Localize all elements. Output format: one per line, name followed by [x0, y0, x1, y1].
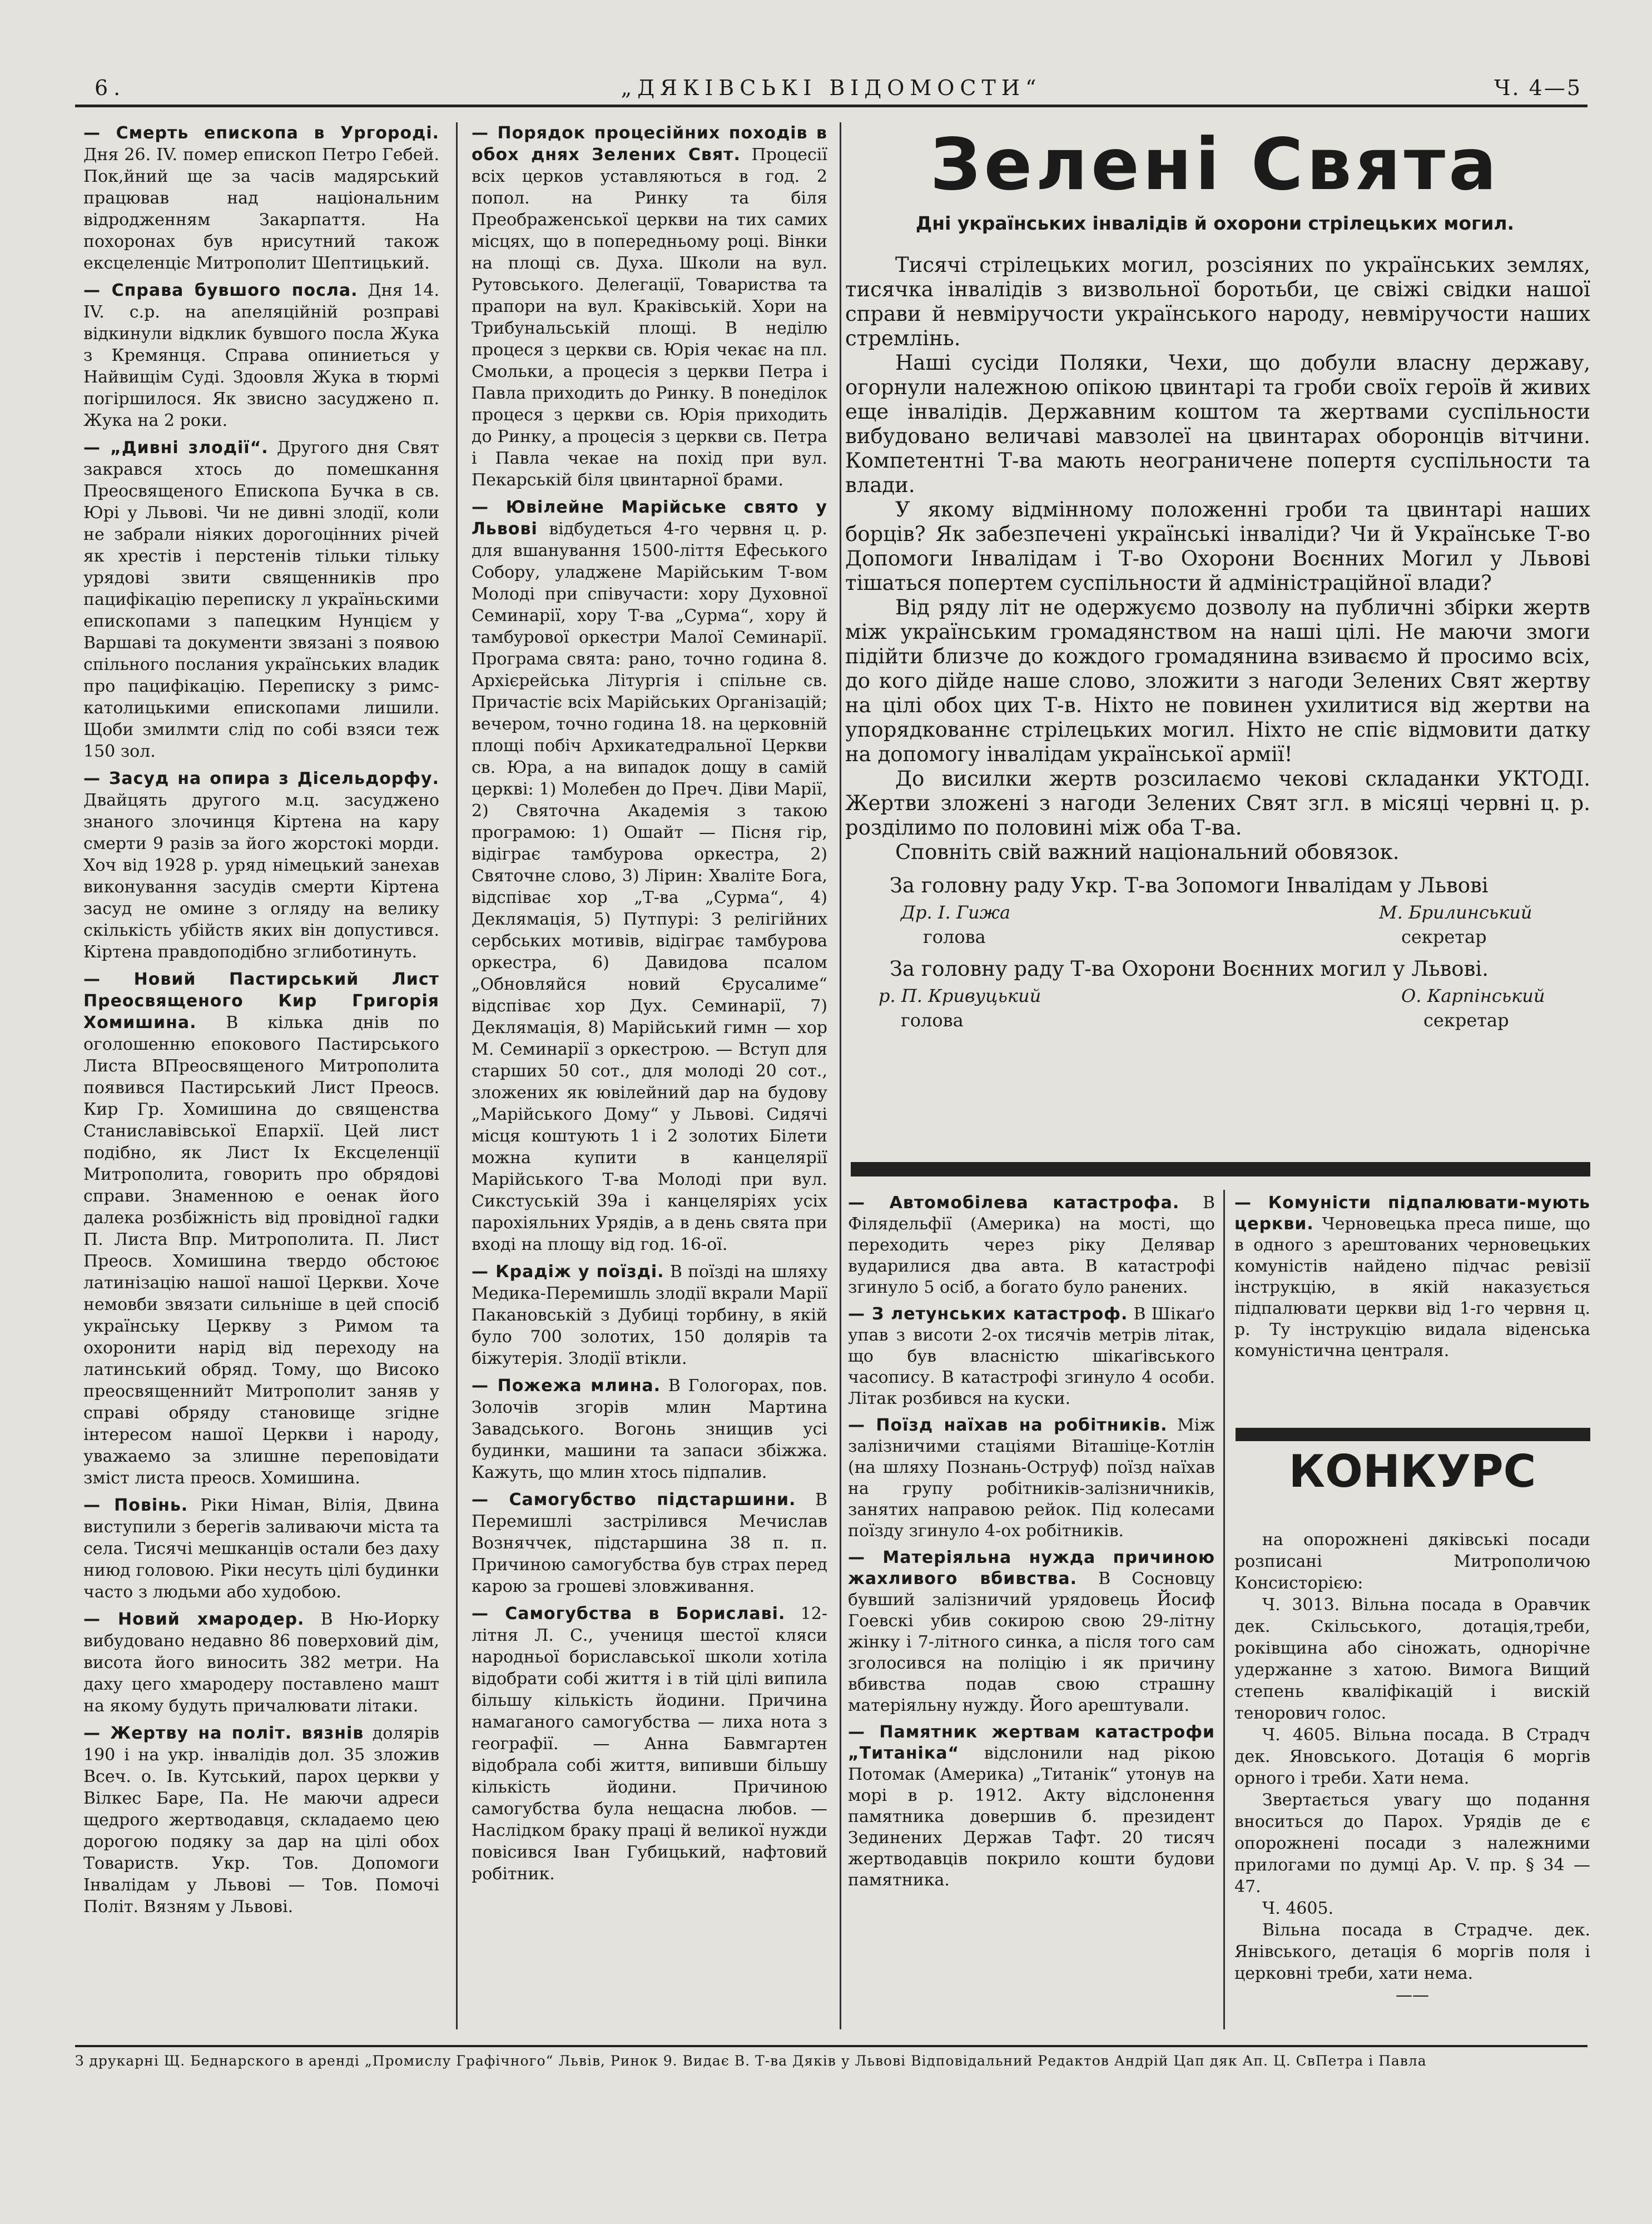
news-item: [83, 1722, 439, 1918]
signature-line: За головну раду Укр. Т-ва Зопомоги Інвалідам у Львові: [890, 873, 1489, 897]
signature-row: [845, 898, 1590, 948]
column-divider: [840, 122, 841, 2029]
news-item: [472, 1261, 827, 1369]
appeal-paragraph: Сповніть свій важний національний обовязок.: [895, 840, 1400, 864]
green-holidays-subtitle: Дні українських інвалідів й охорони стрілецьких могил.: [915, 212, 1515, 234]
news-item: [1234, 1193, 1590, 1362]
signature-left: [901, 900, 1010, 949]
column-divider: [1223, 1190, 1225, 2029]
signatory-name: Др. І. Гижа: [901, 902, 1011, 923]
contest-end-mark: ——: [1396, 1985, 1429, 2005]
news-item: [83, 437, 439, 762]
news-item-body: В Ню-Иорку вибудовано недавно 86 поверховий дім, висота його виносить 382 метри. На даху цего хмародеру поставлено машт на якому будуть причалювати літаки.: [83, 1610, 439, 1716]
news-item-title: — Автомобілева катастрофа.: [848, 1193, 1180, 1213]
news-item-body: відбудеться 4-го червня ц. р. для вшанування 1500-ліття Ефеського Собору, уладжене Марійським Т-вом Молоді при співучасти: хору Духовної Семинарії, хору Т-ва „Сурма“, хору й тамбурової оркестри Малої Семинарії. Програма свята: рано, точно година 8. Архієрейська Літургія і спільне св. Причастіє всіх Марійських Організацій; вечером, точно година 18. на церковній площі побіч Архикатедральної Церкви св. Юра, а на випадок дощу в самій церкві: 1) Молебен до Преч. Діви Марії, 2) Святочна Академія з такою програмою: 1) Ошайт — Пісня гір, відіграє тамбурова оркестра, 2) Святочне слово, 3) Лірин: Хваліте Бога, відспіває хор „Т-ва „Сурма“, 4) Деклямація, 5) Путпурі: З релігійних сербських мотивів, відіграє тамбурова оркестра, 6) Давидова псалом „Обновляйся новий Єрусалиме“ відспіває хор Дух. Семинарії, 7) Деклямація, 8) Марійський гимн — хор М. Семинарії з оркестрою. — Вступ для старших 50 сот., для молоді 20 сот., зложених як ювілейний дар на будову „Марійського Дому“ у Львові. Сидячі місця коштують 1 і 2 золотих Білети можна купити в канцелярії Марійського Т-ва Молоді при вул. Сикстуській 39а і канцеляріях усіх парохіяльних Урядів, а в день свята при вході на площу від год. 16-ої.: [472, 519, 827, 1254]
newspaper-title: „ДЯКІВСЬКІ ВІДОМОСТИ“: [621, 76, 1042, 100]
news-item-body: Процесії всіх церков уставляються в год. 2 попол. на Ринку та біля Преображенської церкви на тих самих місцях, що в попередньому році. Вінки на площі св. Духа. Школи на вул. Рутовського. Делегації, Товариства та прапори на вул. Краківській. Хори на Трибунальській площі. В неділю процеся з церкви св. Юрія чекає на пл. Смольки, а процесія з церкви Петра і Павла приходить до Ринку. В понеділок процеся з церкви св. Юрія приходить до Ринку, а процесія з церкви св. Петра і Павла чекае на похід при вул. Пекарській біля цвинтарної брами.: [472, 145, 827, 490]
news-item-body: Між залізничими стаціями Віташіце-Котлін (на шляху Познань-Оструф) поїзд наїхав на групу робітників-залізничників, занятих направою рейок. Під колесами поїзду згинуло 4-ох робітників.: [848, 1416, 1215, 1541]
appeal-paragraph: Від ряду літ не одержуємо дозволу на публичні збірки жертв між українським громадянством на наші цілі. Не маючи змоги підійти близче до кождого громадянина взиваємо й просимо всіх, до кого дійде наше слово, зложити з нагоди Зелених Свят жертву на цілі обох цих Т-в. Ніхто не повинен ухилитися від жертви на упорядкованнє стрілецьких могил. Ніхто не спіє відмовити датку на допомогу інвалідам української армії!: [845, 595, 1590, 766]
news-item: [848, 1193, 1215, 1298]
appeal-paragraph: До висилки жертв розсилаємо чекові складанки УКТОДІ. Жертви зложені з нагоди Зелених Свят згл. в місяці червні ц. р. розділимо по половині між оба Т-ва.: [845, 767, 1590, 840]
news-item: [472, 122, 827, 491]
news-column-4: [1234, 1193, 1590, 1393]
appeal-paragraph: Тисячі стрілецьких могил, розсіяних по українських землях, тисячка інвалідів з визвольної боротьби, це свіжі свідки нашої справи й невміручости українського народу, невміручости наших стремлінь.: [845, 253, 1590, 350]
column-divider: [456, 122, 458, 2029]
contest-paragraph: Звертається увагу що подання вноситься до Парох. Урядів де є опорожнені посади з належними прилогами по думці Ар. V. пр. § 34 — 47.: [1234, 1790, 1590, 1897]
news-item-title: — Смерть епископа в Ургороді.: [83, 123, 439, 143]
news-item-title: — Поїзд наїхав на робітників.: [848, 1416, 1168, 1435]
news-item: [83, 1495, 439, 1603]
news-item: [848, 1415, 1215, 1542]
signatory-role: голова: [901, 1010, 964, 1031]
news-item-title: — Матеріяльна нужда причиною жахливого вбивства.: [848, 1548, 1215, 1588]
news-item: [83, 280, 439, 431]
news-item: [472, 1375, 827, 1483]
news-item: [83, 768, 439, 963]
signatory-role: секретар: [1423, 1010, 1509, 1031]
contest-paragraph: Ч. 4605.: [1262, 1899, 1334, 1918]
contest-paragraph: Вільна посада в Страдче. дек. Янівського, детація 6 моргів поля і церковні треби, хати нема.: [1234, 1920, 1590, 1983]
news-item: [472, 1603, 827, 1885]
news-item-title: — Пожежа млина.: [472, 1376, 661, 1396]
imprint-footer: З друкарні Щ. Беднарского в аренді „Промислу Графічного“ Львів, Ринок 9. Видає В. Т-ва Дяків у Львові Відповідальний Редактов Андрій Цап дяк Ап. Ц. СвПетра і Павла: [75, 2045, 1587, 2069]
page-number: 6.: [95, 76, 126, 100]
section-divider-bar: [851, 1162, 1590, 1176]
news-item-body: 12-літня Л. С., учениця шестої кляси народньої бориславської школи хотіла відобрати собі життя і в тій цілі випила більшу кількість йодини. Причина намаганого самогубства — лиха нота з географії. — Анна Бавмгартен відобрала собі життя, випивши більшу кількість йодини. Причиною самогубства була нещасна любов. — Наслідком браку праці й великої нужди повісився Іван Губицький, нафтовий робітник.: [472, 1604, 827, 1884]
signature-line: За головну раду Т-ва Охорони Воєнних могил у Львові.: [890, 957, 1489, 981]
contest-paragraph: на опорожнені дяківські посади розписані Митрополичою Консисторією:: [1234, 1530, 1590, 1593]
news-item-body: Ріки Німан, Вілія, Двина виступили з берегів заливаючи міста та села. Тисячі мешканців остали без даху ниюд головою. Ріки несуть цілі будинки часто з людьми або худобою.: [83, 1496, 439, 1602]
news-item-title: — Комуністи підпалювати-мують церкви.: [1234, 1193, 1590, 1234]
news-column-3: [848, 1193, 1215, 2027]
news-item-title: — Порядок процесійних походів в обох днях Зелених Свят.: [472, 123, 827, 165]
news-item: [83, 122, 439, 274]
news-item-body: Дня 14. IV. с.р. на апеляційній розправі відкинули відклик бувшого посла Жука з Кремянця. Справа опиниеться у Найвищім Суді. Здоовля Жука в тюрмі погіршилося. Як звисно засуджено п. Жука на 2 роки.: [83, 281, 439, 430]
green-holidays-appeal: [845, 253, 1590, 1031]
news-item-body: В Гологорах, пов. Золочів згорів млин Мартина Завадського. Вогонь знищив усі будинки, машини та запаси збіжжа. Кажуть, що млин хтось підпалив.: [472, 1376, 827, 1482]
news-item-title: — „Дивні злодії“.: [83, 438, 269, 458]
signatory-name: М. Брилинський: [1379, 902, 1532, 923]
news-item: [848, 1722, 1215, 1891]
news-item-title: — Памятник жертвам катастрофи „Титаніка“: [848, 1722, 1215, 1763]
issue-number: Ч. 4—5: [1494, 76, 1582, 100]
news-item-title: — З летунських катастроф.: [848, 1304, 1128, 1324]
news-item-body: відслонили над рікою Потомак (Америка) „Титанік“ утонув на морі в р. 1912. Акту відслонення памятника довершив б. президент Зединених Держав Тафт. 20 тисяч жертводавців покрило кошти будови памятника.: [848, 1744, 1215, 1890]
news-item-title: — Засуд на опира з Дісельдорфу.: [83, 769, 439, 788]
news-item-body: В Сосновцу бувший залізничий урядовець Йосиф Гоевскі убив сокирою свою 29-літну жінку і 7-літного синка, а після того сам зголосився на поліцію і як причину вбивства подав свою страшну матеріяльну нужду. Його арештували.: [848, 1569, 1215, 1715]
signatory-role: секретар: [1401, 926, 1487, 947]
news-item-body: В Перемишлі застрілився Мечислав Возняччек, підстаршина 38 п. п. Причиною самогубства був страх перед карою за грошеві зловживання.: [472, 1490, 827, 1596]
news-item-title: — Новий хмародер.: [83, 1610, 305, 1629]
signatory-name: О. Карпінський: [1401, 985, 1545, 1006]
news-item-body: В поїзді на шляху Медика-Перемишль злодії вкрали Марії Пакановській з Дубиці торбину, в якій було 700 золотих, 150 долярів та біжутерія. Злодії втікли.: [472, 1262, 827, 1368]
green-holidays-headline: Зелені Свята: [930, 123, 1500, 206]
appeal-paragraph: Наші сусіди Поляки, Чехи, що добули власну державу, огорнули належною опікою цвинтарі та гроби своїх героїв й живих еще інвалідів. Державним коштом та жертвами суспільности вибудовано величаві мавзолеї на цвинтарах оборонців вітчини. Компетентні Т-ва мають неограничене попертя суспільности та влади.: [845, 351, 1590, 497]
news-item-body: В Шікаґо упав з висоти 2-ох тисячів метрів літак, що був власністю шікаґівського часопису. В катастрофі згинуло 4 особи. Літак розбився на куски.: [848, 1304, 1215, 1408]
signature-right: [1379, 900, 1532, 949]
news-item-title: — Самогубство підстаршини.: [472, 1490, 796, 1510]
news-column-2: [472, 122, 827, 2029]
news-item: [472, 497, 827, 1255]
news-item-title: — Ювілейне Марійське свято у Львові: [472, 498, 827, 539]
contest-notice: [1234, 1529, 1590, 2006]
news-item-title: — Справа бувшого посла.: [83, 281, 358, 300]
news-item-body: Черновецька преса пише, що в одного з арештованих черновецьких комуністів найдено підчас ревізії інструкцію, в якій наказується підпалювати церкви від 1-го червня ц. р. Ту інструкцію видала віденська комуністична централя.: [1234, 1214, 1590, 1361]
news-item-body: Дня 26. IV. помер епископ Петро Гебей. Пок,йний ще за часів мадярський працював над національним відродженням Закарпаття. На похоронах був нрисутний також ексцеленціє Митрополит Шептицький.: [83, 145, 439, 273]
news-item-body: В Філядельфії (Америка) на мості, що переходить через ріку Делявар вударилися два авта. В катастрофі згинуло 5 осіб, а богато було ранених.: [848, 1193, 1215, 1297]
news-item: [472, 1489, 827, 1597]
appeal-paragraph: У якому відмінному положенні гроби та цвинтарі наших борців? Як забезпечені українські інваліди? Чи й Українське Т-во Допомоги Інвалідам і Т-во Охорони Воєнних Могил у Львові тішаться попертем суспільности й адміністраційної влади?: [845, 498, 1590, 595]
contest-paragraph: Ч. 4605. Вільна посада. В Страдч дек. Яновського. Дотація 6 моргів орного і треби. Хати нема.: [1234, 1725, 1590, 1788]
contest-heading: КОНКУРС: [1288, 1446, 1536, 1497]
news-item-body: Другого дня Свят закрався хтось до помешкання Преосвященого Епископа Бучка в св. Юрі у Львові. Чи не дивні злодії, коли не забрали ніяких дорогоцінних річей як хрестів і перстенів тільки тільку урядові звити священників про пацифікацію переписку л україньскими епископами з папецким Нунцієм у Варшаві та документи звязані з появою спільного послания українських владик про пацифікацію. Переписку з римс-католицькими епископами лишили. Щоби змилмти слід по собі взяси теж 150 зол.: [83, 438, 439, 761]
news-item-body: долярів 190 і на укр. інвалідів дол. 35 зложив Всеч. о. Ів. Кутський, парох церкви у Вілкес Баре, Па. Не маючи адреси щедрого жертводавця, складаемо цею дорогою подяку за дар на цілі обох Товариств. Укр. Тов. Допомоги Інвалідам у Львові — Тов. Помочі Політ. Вязням у Львові.: [83, 1724, 439, 1917]
news-item: [848, 1304, 1215, 1409]
news-item-title: — Крадіж у поїзді.: [472, 1262, 664, 1282]
contest-divider-bar: [1236, 1428, 1590, 1441]
contest-paragraph: Ч. 3013. Вільна посада в Оравчик дек. Скільського, дотація,треби, роківщина або сіножать, однорічне удержанне з хатою. Вимога Вищий степень кваліфікацій і вискій тенорович голос.: [1234, 1595, 1590, 1723]
news-item-title: — Новий Пастирський Лист Преосвященого Кир Григорія Хомишина.: [83, 970, 439, 1032]
news-item-body: В кілька днів по оголошенню епокового Пастирського Листа ВПреосвященого Митрополита появився Пастирський Лист Преосв. Кир Гр. Хомишина до священства Станиславівської Епархії. Цей лист подібно, як Лист Іх Ексцеленції Митрополита, говорить про обрядові справи. Знаменною е оенак його далека розбіжність від провідної гадки П. Листа Впр. Митрополита. П. Лист Преосв. Хомишина твердо обстоює латинізацію нашої нашої Церкви. Хоче немовби звязати сильніше в цей спосіб українську Церкву з Римом та охоронити нарід від переходу на латинський обряд. Тому, що Високо преосвященнийт Митрополит заняв у справі обряду становище згідне інтересом нашої Церкви і народу, уважаемо за злишне переповідати зміст листа преосв. Хомишина.: [83, 1013, 439, 1488]
signatory-role: голова: [923, 926, 986, 947]
news-column-1: [83, 122, 439, 2029]
signature-left: [879, 984, 1041, 1032]
signature-row: [845, 981, 1590, 1031]
news-item: [83, 1609, 439, 1717]
news-item: [83, 969, 439, 1489]
news-item-title: — Повінь.: [83, 1496, 188, 1515]
running-header: [75, 71, 1587, 107]
news-item: [848, 1547, 1215, 1716]
signatory-name: р. П. Кривуцький: [879, 985, 1041, 1006]
news-item-title: — Жертву на політ. вязнів: [83, 1724, 364, 1743]
news-item-title: — Самогубства в Бориславі.: [472, 1604, 786, 1624]
signature-right: [1401, 984, 1545, 1032]
news-item-body: Двайцять другого м.ц. засуджено знаного злочинця Кіртена на кару смерти 9 разів за його жорстокі морди. Хоч від 1928 р. уряд німецький занехав виконування засудів смерти Кіртена засуд не омине з огляду на велику скількість убійств яких він допустився. Кіртена правдоподібно зглиботинуть.: [83, 791, 439, 962]
